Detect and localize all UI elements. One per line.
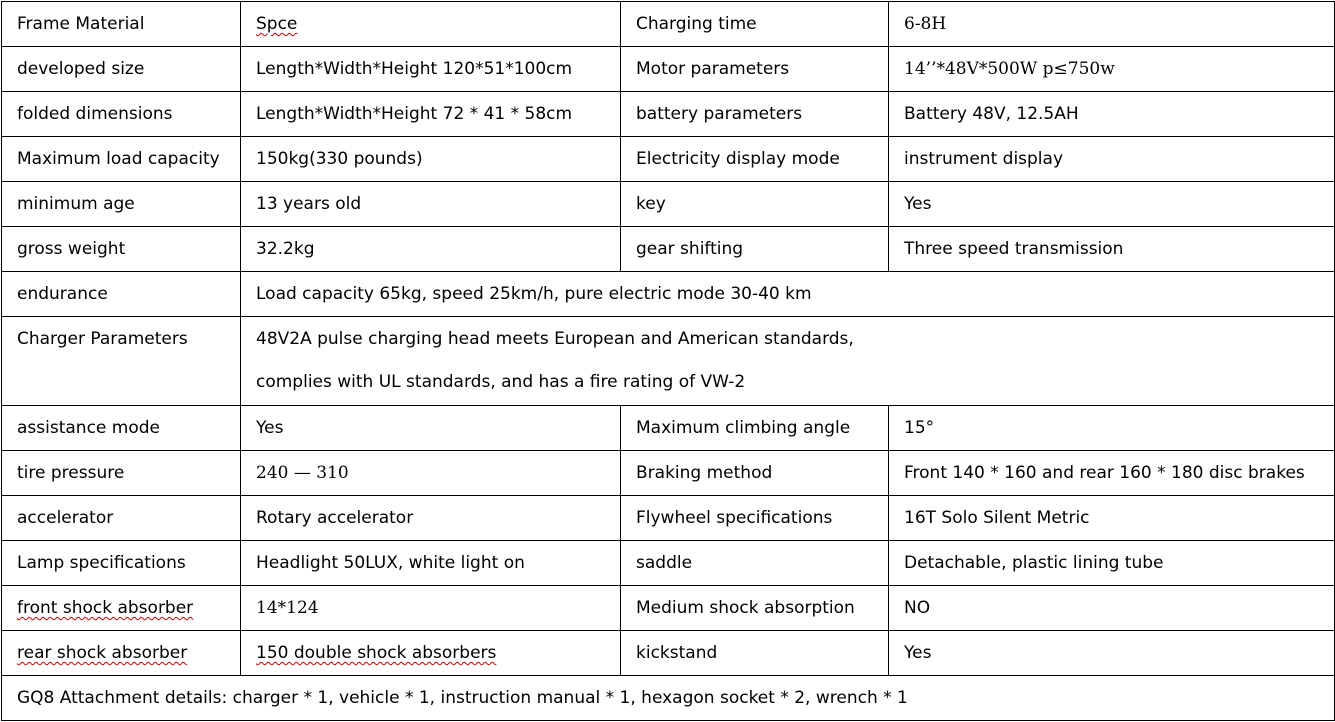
spec-label: Frame Material — [2, 2, 241, 47]
table-row — [2, 92, 1335, 137]
spec-label — [2, 631, 241, 676]
table-row — [2, 406, 1335, 451]
spec-value-text: Spce — [256, 14, 298, 34]
spec-value: Front 140 * 160 and rear 160 * 180 disc brakes — [889, 451, 1335, 496]
table-row — [2, 586, 1335, 631]
spec-label — [2, 586, 241, 631]
spec-label: minimum age — [2, 182, 241, 227]
spec-value: 14’’*48V*500W p≤750w — [889, 47, 1335, 92]
spec-label: Electricity display mode — [621, 137, 889, 182]
table-row — [2, 631, 1335, 676]
spec-value: 150kg(330 pounds) — [241, 137, 621, 182]
spec-value: 13 years old — [241, 182, 621, 227]
spec-value: 32.2kg — [241, 227, 621, 272]
spec-table — [1, 1, 1335, 721]
spec-value — [241, 631, 621, 676]
table-row — [2, 317, 1335, 406]
table-row — [2, 2, 1335, 47]
spec-label: gross weight — [2, 227, 241, 272]
table-row — [2, 227, 1335, 272]
spec-label: developed size — [2, 47, 241, 92]
spec-label: tire pressure — [2, 451, 241, 496]
spec-value: 240 — 310 — [241, 451, 621, 496]
spec-value: 15° — [889, 406, 1335, 451]
spec-value: 14*124 — [241, 586, 621, 631]
table-row — [2, 182, 1335, 227]
spec-label: accelerator — [2, 496, 241, 541]
spec-value: Battery 48V, 12.5AH — [889, 92, 1335, 137]
spec-value: Yes — [241, 406, 621, 451]
spec-value-text: 150 double shock absorbers — [256, 643, 497, 663]
table-row — [2, 496, 1335, 541]
spec-value: Detachable, plastic lining tube — [889, 541, 1335, 586]
spec-label: Charger Parameters — [2, 317, 241, 406]
spec-label: saddle — [621, 541, 889, 586]
spec-value: 16T Solo Silent Metric — [889, 496, 1335, 541]
spec-value — [241, 2, 621, 47]
spec-value: Headlight 50LUX, white light on — [241, 541, 621, 586]
spec-value: Yes — [889, 182, 1335, 227]
table-row — [2, 272, 1335, 317]
spec-label: Charging time — [621, 2, 889, 47]
spec-value: instrument display — [889, 137, 1335, 182]
spec-label: Maximum climbing angle — [621, 406, 889, 451]
spec-label-text: rear shock absorber — [17, 643, 188, 663]
spec-label: Motor parameters — [621, 47, 889, 92]
spec-label: kickstand — [621, 631, 889, 676]
spec-value-line: 48V2A pulse charging head meets European and American standards, — [256, 329, 854, 349]
spec-label: gear shifting — [621, 227, 889, 272]
table-row — [2, 676, 1335, 721]
table-row — [2, 137, 1335, 182]
spec-label: endurance — [2, 272, 241, 317]
spec-value: Yes — [889, 631, 1335, 676]
spec-label: battery parameters — [621, 92, 889, 137]
table-row — [2, 47, 1335, 92]
spec-label: folded dimensions — [2, 92, 241, 137]
spec-label: Maximum load capacity — [2, 137, 241, 182]
spec-value: 6-8H — [889, 2, 1335, 47]
spec-label: Lamp specifications — [2, 541, 241, 586]
spec-label: assistance mode — [2, 406, 241, 451]
spec-label-text: front shock absorber — [17, 598, 194, 618]
spec-label: Flywheel specifications — [621, 496, 889, 541]
spec-value-line: complies with UL standards, and has a fire rating of VW-2 — [256, 372, 746, 392]
spec-label: Braking method — [621, 451, 889, 496]
table-row — [2, 541, 1335, 586]
spec-value: Load capacity 65kg, speed 25km/h, pure electric mode 30-40 km — [241, 272, 1335, 317]
spec-value: Length*Width*Height 120*51*100cm — [241, 47, 621, 92]
spec-value: Three speed transmission — [889, 227, 1335, 272]
spec-value: NO — [889, 586, 1335, 631]
attachment-details: GQ8 Attachment details: charger * 1, vehicle * 1, instruction manual * 1, hexagon socket * 2, wrench * 1 — [2, 676, 1335, 721]
spec-value — [241, 317, 1335, 406]
table-row — [2, 451, 1335, 496]
spec-value: Rotary accelerator — [241, 496, 621, 541]
spec-value: Length*Width*Height 72 * 41 * 58cm — [241, 92, 621, 137]
spec-label: key — [621, 182, 889, 227]
spec-label: Medium shock absorption — [621, 586, 889, 631]
